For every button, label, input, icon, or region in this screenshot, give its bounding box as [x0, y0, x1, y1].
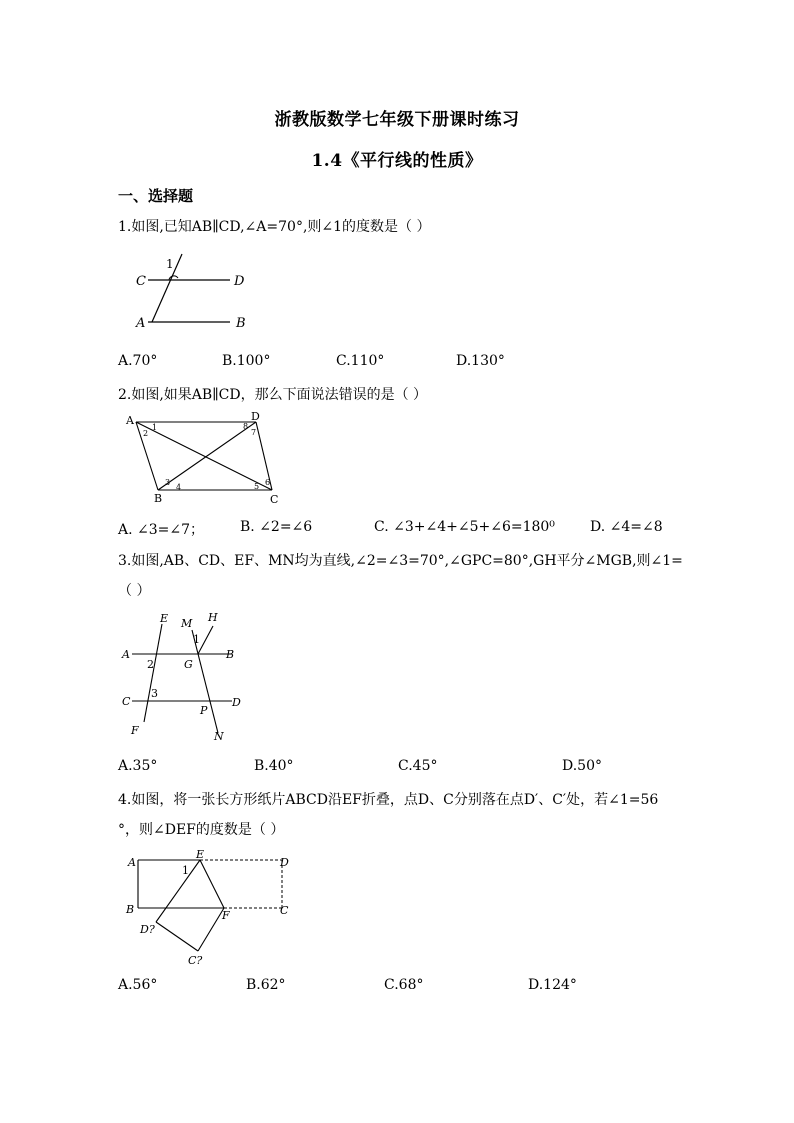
fig2-label-angle-8: 8	[243, 422, 249, 431]
q2-option-b[interactable]: B. ∠2=∠6	[240, 519, 313, 535]
q3-option-b[interactable]: B.40°	[254, 758, 294, 774]
q3-option-a[interactable]: A.35°	[118, 758, 158, 774]
fig2-label-a: A	[126, 414, 134, 427]
fig1-label-b: B	[236, 316, 246, 331]
q4-option-d[interactable]: D.124°	[528, 977, 577, 993]
fig4-label-c-prime: C?	[188, 954, 203, 967]
q4-option-a[interactable]: A.56°	[118, 977, 158, 993]
question-1-figure	[118, 250, 268, 336]
question-1-stem: 1.如图,已知AB∥CD,∠A=70°,则∠1的度数是（ ）	[118, 219, 431, 235]
fig3-label-b: B	[226, 648, 235, 661]
q2-option-c[interactable]: C. ∠3+∠4+∠5+∠6=180⁰	[374, 519, 555, 535]
fig4-label-c: C	[280, 904, 289, 917]
question-2-figure	[118, 410, 288, 506]
fig2-label-angle-4: 4	[176, 483, 182, 492]
question-3-stem-continued: （ ）	[118, 583, 151, 599]
q4-option-c[interactable]: C.68°	[384, 977, 424, 993]
question-4-stem: 4.如图，将一张长方形纸片ABCD沿EF折叠，点D、C分别落在点D′、C′处，若∠1=56	[118, 792, 659, 808]
q2-option-d[interactable]: D. ∠4=∠8	[590, 519, 663, 535]
question-4-stem-continued: °，则∠DEF的度数是（ ）	[118, 822, 285, 838]
fig2-label-angle-2: 2	[143, 429, 149, 438]
fig2-label-angle-6: 6	[265, 478, 271, 487]
question-2-stem: 2.如图,如果AB∥CD，那么下面说法错误的是（ ）	[118, 387, 428, 403]
fig4-label-f: F	[222, 909, 230, 922]
q2-option-a[interactable]: A. ∠3=∠7；	[118, 522, 205, 538]
document-title: 浙教版数学七年级下册课时练习	[274, 110, 520, 130]
question-3-stem: 3.如图,AB、CD、EF、MN均为直线,∠2=∠3=70°,∠GPC=80°,GH平分∠MGB,则∠1=	[118, 553, 683, 569]
fig2-label-angle-3: 3	[165, 478, 171, 487]
fig3-label-f: F	[131, 724, 139, 737]
fig1-label-d: D	[234, 274, 245, 289]
q1-option-b[interactable]: B.100°	[222, 353, 271, 369]
fig2-label-angle-7: 7	[251, 428, 257, 437]
fig3-label-angle-2: 2	[147, 658, 154, 671]
q4-option-b[interactable]: B.62°	[246, 977, 286, 993]
q1-option-a[interactable]: A.70°	[118, 353, 158, 369]
fig3-label-a: A	[122, 648, 130, 661]
fig1-label-a: A	[136, 316, 146, 331]
question-3-figure	[118, 610, 268, 744]
q3-option-c[interactable]: C.45°	[398, 758, 438, 774]
fig3-label-angle-1: 1	[193, 633, 200, 646]
fig4-label-a: A	[128, 856, 136, 869]
fig3-label-c: C	[122, 695, 131, 708]
fig2-label-d: D	[251, 410, 260, 423]
fig4-label-d: D	[280, 856, 289, 869]
fig1-label-c: C	[136, 274, 146, 289]
fig3-label-g: G	[184, 658, 193, 671]
fig3-label-h: H	[208, 611, 218, 624]
fig4-label-e: E	[196, 848, 205, 861]
document-subtitle: 1.4《平行线的性质》	[311, 151, 483, 171]
q1-option-c[interactable]: C.110°	[336, 353, 385, 369]
fig2-label-angle-1: 1	[152, 423, 158, 432]
fig2-label-b: B	[154, 492, 163, 505]
fig2-label-angle-5: 5	[254, 482, 260, 491]
q1-option-d[interactable]: D.130°	[456, 353, 505, 369]
fig3-label-m: M	[181, 617, 193, 630]
fig4-label-b: B	[126, 903, 135, 916]
q3-option-d[interactable]: D.50°	[562, 758, 602, 774]
fig1-label-angle-1: 1	[166, 257, 174, 271]
fig3-label-d: D	[232, 696, 241, 709]
fig3-label-n: N	[214, 730, 224, 743]
section-heading: 一、选择题	[118, 187, 194, 205]
question-4-figure	[118, 848, 308, 970]
fig2-label-c: C	[270, 493, 279, 506]
fig4-label-d-prime: D?	[140, 923, 155, 936]
fig3-label-angle-3: 3	[151, 687, 158, 700]
fig3-label-e: E	[160, 612, 169, 625]
fig3-label-p: P	[200, 704, 208, 717]
fig4-label-angle-1: 1	[182, 864, 189, 877]
